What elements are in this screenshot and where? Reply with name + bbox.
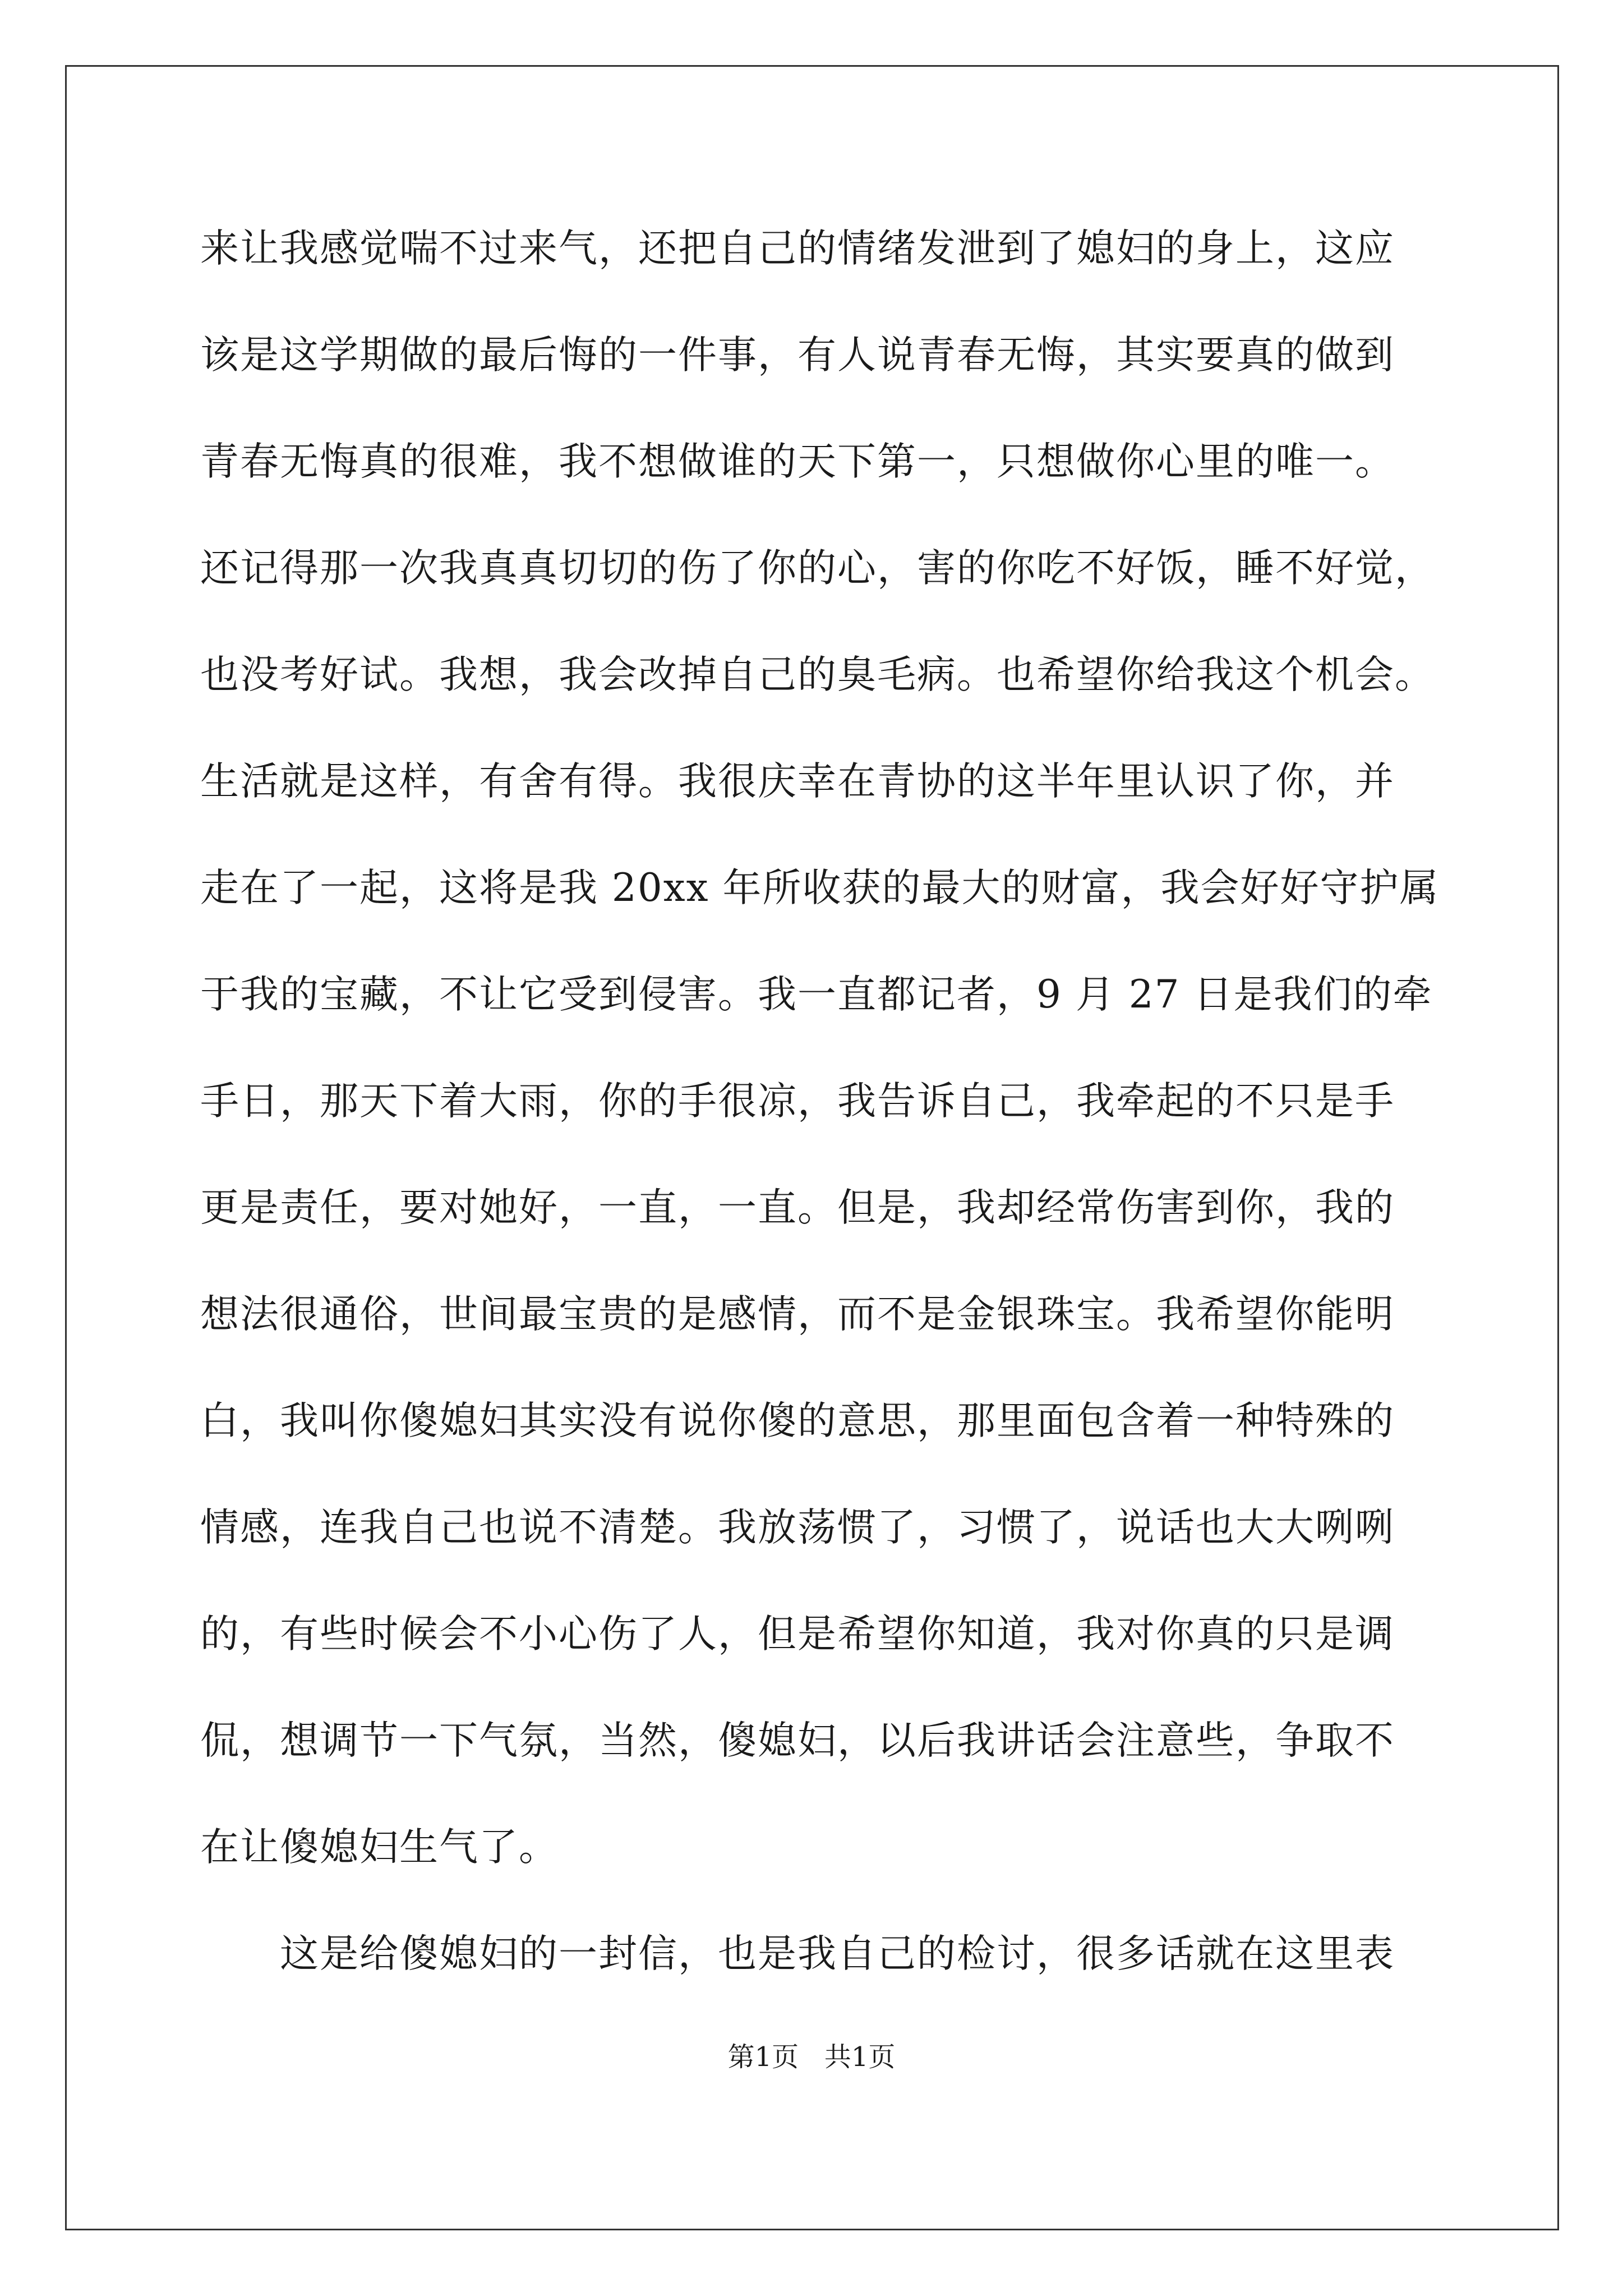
text-line: 手日，那天下着大雨，你的手很凉，我告诉自己，我牵起的不只是手 [200,1079,1395,1124]
text-line: 在让傻媳妇生气了。 [200,1825,559,1870]
page-footer: 第1页 共1页 [727,2041,896,2073]
text-line: 生活就是这样，有舍有得。我很庆幸在青协的这半年里认识了你，并 [200,759,1395,804]
letter-body [200,221,1456,2033]
text-line: 走在了一起，这将是我 20xx 年所收获的最大的财富，我会好好守护属 [200,866,1440,910]
text-line: 还记得那一次我真真切切的伤了你的心，害的你吃不好饭，睡不好觉， [200,546,1435,591]
text-line: 情感，连我自己也说不清楚。我放荡惯了，习惯了，说话也大大咧咧 [200,1505,1395,1550]
text-line: 的，有些时候会不小心伤了人，但是希望你知道，我对你真的只是调 [200,1612,1395,1657]
text-line: 也没考好试。我想，我会改掉自己的臭毛病。也希望你给我这个机会。 [200,652,1435,697]
text-line: 想法很通俗，世间最宝贵的是感情，而不是金银珠宝。我希望你能明 [200,1292,1395,1337]
text-line: 青春无悔真的很难，我不想做谁的天下第一，只想做你心里的唯一。 [200,439,1395,484]
text-line: 于我的宝藏，不让它受到侵害。我一直都记者，9 月 27 日是我们的牵 [200,972,1433,1017]
text-line: 侃，想调节一下气氛，当然，傻媳妇，以后我讲话会注意些，争取不 [200,1718,1395,1763]
text-line: 该是这学期做的最后悔的一件事，有人说青春无悔，其实要真的做到 [200,333,1395,378]
text-line: 来让我感觉喘不过来气，还把自己的情绪发泄到了媳妇的身上，这应 [200,226,1395,271]
paragraph-start-line: 这是给傻媳妇的一封信，也是我自己的检讨，很多话就在这里表 [280,1931,1395,1976]
text-line: 白，我叫你傻媳妇其实没有说你傻的意思，那里面包含着一种特殊的 [200,1398,1395,1443]
text-line: 更是责任，要对她好，一直，一直。但是，我却经常伤害到你，我的 [200,1185,1395,1230]
